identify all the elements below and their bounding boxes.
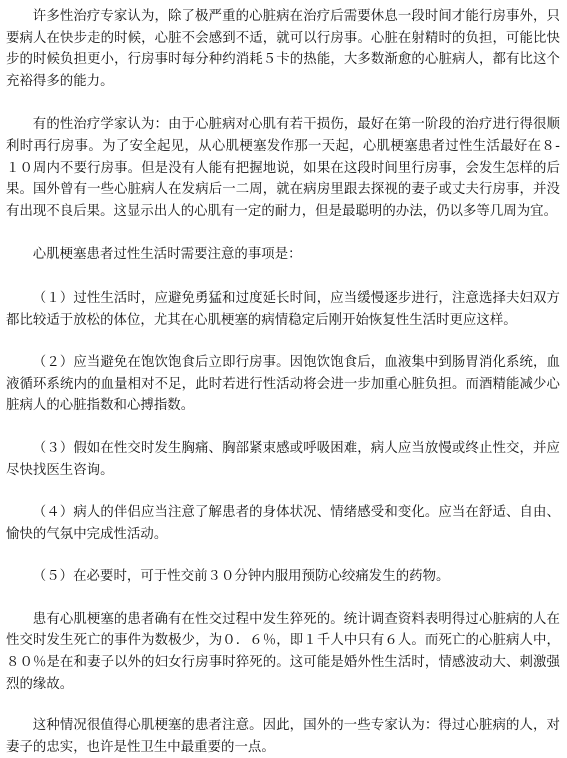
paragraph-10: 这种情况很值得心肌梗塞的患者注意。因此，国外的一些专家认为：得过心脏病的人，对妻子的忠实，也许是性卫生中最重要的一点。 (6, 718, 560, 755)
paragraph-1: 许多性治疗专家认为，除了极严重的心脏病在治疗后需要休息一段时间才能行房事外，只要病人在快步走的时候，心脏不会感到不适，就可以行房事。心脏在射精时的负担，可能比快步的时候负担更小，行房事时每分种约消耗５卡的热能，大多数渐愈的心脏病人，都有比这个充裕得多的能力。 (6, 9, 560, 89)
paragraph-7-item-4: （４）病人的伴侣应当注意了解患者的身体状况、情绪感受和变化。应当在舒适、自由、愉快的气氛中完成性活动。 (6, 505, 560, 542)
paragraph-3-heading: 心肌梗塞患者过性生活时需要注意的事项是： (32, 247, 302, 263)
paragraph-gap (6, 588, 560, 609)
paragraph-gap (6, 481, 560, 502)
paragraph-5-item-2: （２）应当避免在饱饮饱食后立即行房事。因饱饮饱食后，血液集中到肠胃消化系统，血液循环系统内的血量相对不足，此时若进行性活动将会进一步加重心脏负担。而酒精能减少心脏病人的心脏指数和心搏指数。 (6, 355, 560, 414)
paragraph-gap (6, 92, 560, 114)
paragraph-6-item-3: （３）假如在性交时发生胸痛、胸部紧束感或呼吸困难，病人应当放慢或终止性交，并应尽快找医生咨询。 (6, 440, 560, 478)
paragraph-gap (6, 695, 560, 715)
paragraph-9: 患有心肌梗塞的患者确有在性交过程中发生猝死的。统计调查资料表明得过心脏病的人在性交时发生死亡的事件为数极少，为０．６％，即１千人中只有６人。而死亡的心脏病人中，８０％是在和妻子以外的妇女行房事时猝死的。这可能是婚外性生活时，情感波动大、刺激强烈的缘故。 (6, 611, 560, 692)
paragraph-4-item-1: （１）过性生活时，应避免勇猛和过度延长时间，应当缓慢逐步进行，注意选择夫妇双方都比较适于放松的体位，尤其在心肌梗塞的病情稳定后刚开始恢复性生活时更应这样。 (6, 290, 560, 328)
paragraph-gap (6, 331, 560, 352)
paragraph-gap (6, 417, 560, 438)
paragraph-2: 有的性治疗学家认为：由于心脏病对心肌有若干损伤，最好在第一阶段的治疗进行得很顺利时再行房事。为了安全起见，从心肌梗塞发作那一天起，心肌梗塞患者过性生活最好在８-１０周内不要行房事。但是没有人能有把握地说，如果在这段时间里行房事，会发生怎样的后果。国外曾有一些心脏病人在发病后一二周，就在病房里跟去探视的妻子或丈夫行房事，并没有出现不良后果。这显示出人的心肌有一定的耐力，但是最聪明的办法，仍以多等几周为宜。 (6, 117, 560, 219)
paragraph-gap (6, 222, 560, 244)
paragraph-gap (6, 545, 560, 566)
paragraph-8-item-5: （５）在必要时，可于性交前３０分钟内服用预防心绞痛发生的药物。 (32, 569, 450, 585)
paragraph-gap (6, 266, 560, 288)
